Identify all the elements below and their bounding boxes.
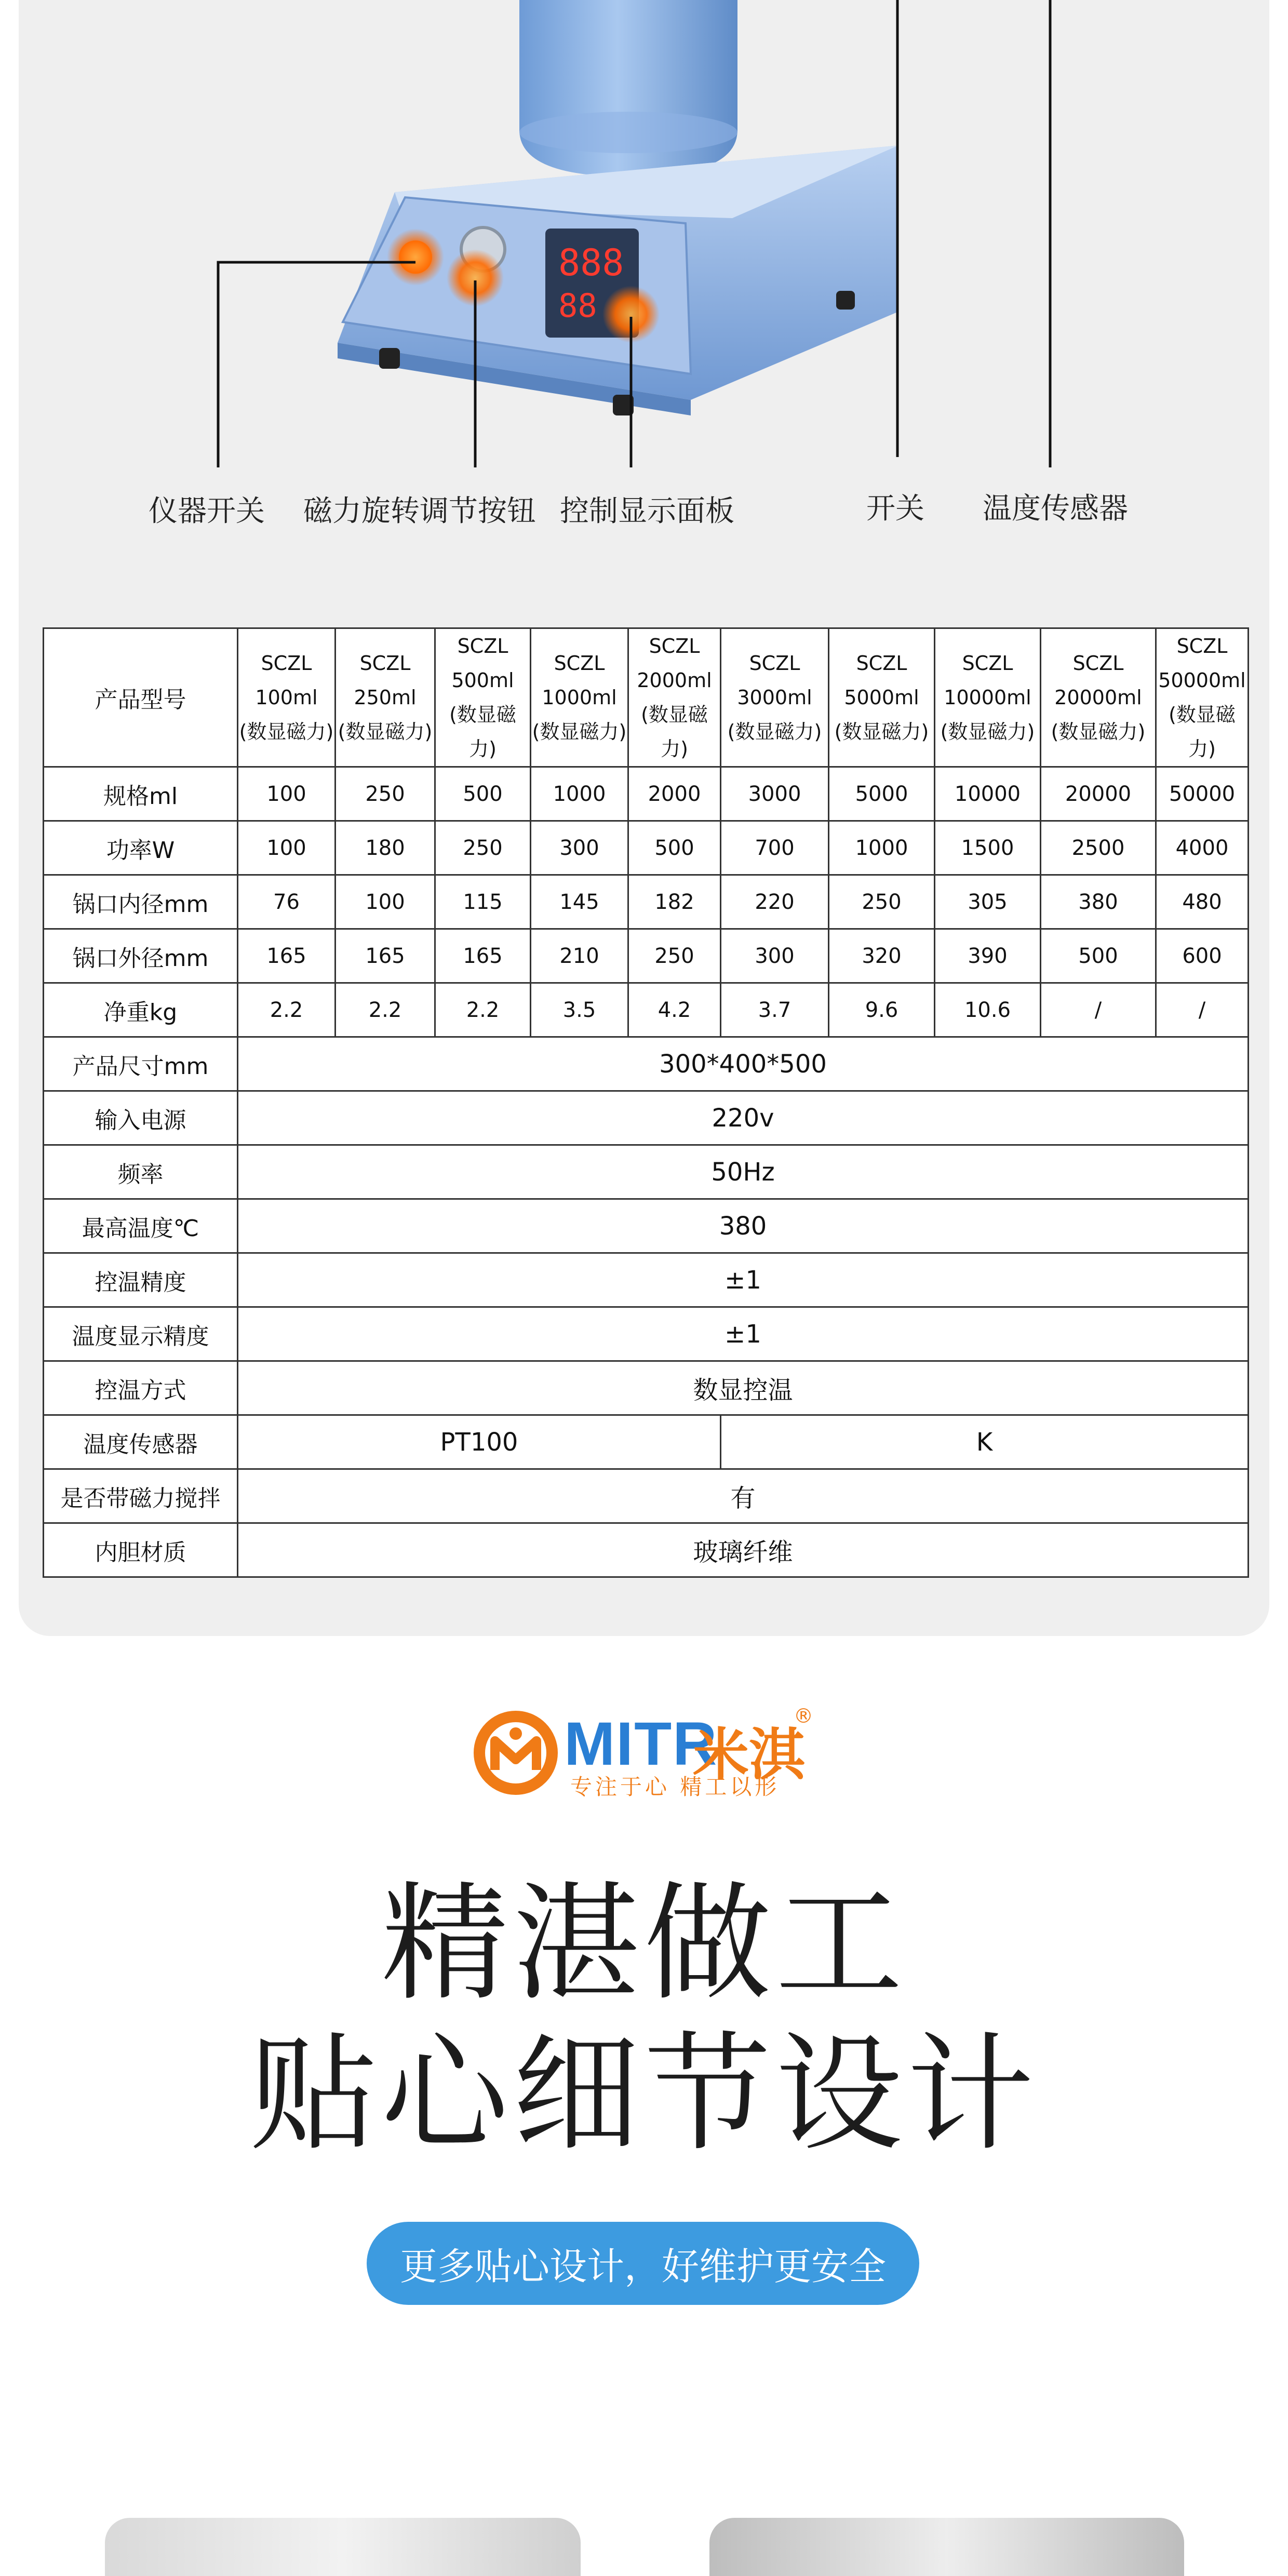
row-label: 规格ml (44, 767, 238, 821)
table-cell: 380 (1041, 875, 1156, 929)
callout-power-switch: 仪器开关 (149, 494, 265, 528)
row-label: 产品尺寸mm (44, 1037, 238, 1091)
model-line: SCZL (261, 652, 312, 675)
table-cell: 10000 (935, 767, 1041, 821)
table-cell: 2.2 (435, 983, 531, 1037)
table-cell: 300 (721, 929, 829, 983)
table-cell: 305 (935, 875, 1041, 929)
svg-text:888: 888 (558, 242, 624, 284)
table-cell: 3.5 (531, 983, 628, 1037)
table-cell: 10.6 (935, 983, 1041, 1037)
detail-photo-metal (709, 2518, 1184, 2576)
row-label: 产品型号 (44, 628, 238, 767)
table-cell: 2500 (1041, 821, 1156, 875)
table-cell: 76 (238, 875, 336, 929)
table-cell: 2.2 (336, 983, 435, 1037)
table-row (44, 1307, 1249, 1361)
brand-name-cn: 米淇 (693, 1723, 806, 1788)
merged-cell: 50Hz (238, 1145, 1249, 1199)
row-label: 锅口外径mm (44, 929, 238, 983)
table-cell: 3.7 (721, 983, 829, 1037)
model-cell (1041, 628, 1156, 767)
row-label: 温度传感器 (44, 1415, 238, 1469)
table-cell: 100 (336, 875, 435, 929)
merged-cell: 有 (238, 1469, 1249, 1523)
table-row (44, 1037, 1249, 1091)
merged-cell: 300*400*500 (238, 1037, 1249, 1091)
table-row (44, 929, 1249, 983)
model-line: (数显磁力) (940, 720, 1035, 743)
model-line: (数显磁力) (641, 703, 708, 760)
table-cell: 600 (1156, 929, 1249, 983)
model-line: 500ml (451, 669, 514, 692)
model-cell (721, 628, 829, 767)
table-cell: 1000 (829, 821, 935, 875)
model-cell (628, 628, 721, 767)
table-cell: 250 (628, 929, 721, 983)
model-line: (数显磁力) (239, 720, 334, 743)
row-label: 内胆材质 (44, 1523, 238, 1577)
model-line: (数显磁力) (834, 720, 929, 743)
table-cell: 9.6 (829, 983, 935, 1037)
table-cell: 300 (531, 821, 628, 875)
table-cell: 1000 (531, 767, 628, 821)
table-cell: 100 (238, 821, 336, 875)
table-cell: 390 (935, 929, 1041, 983)
table-cell: 145 (531, 875, 628, 929)
row-label: 净重kg (44, 983, 238, 1037)
table-cell: / (1041, 983, 1156, 1037)
table-cell: 165 (435, 929, 531, 983)
table-row (44, 875, 1249, 929)
row-label: 控温方式 (44, 1361, 238, 1415)
model-cell (935, 628, 1041, 767)
model-line: SCZL (359, 652, 411, 675)
model-line: SCZL (457, 635, 508, 658)
model-line: (数显磁力) (1051, 720, 1146, 743)
row-label: 功率W (44, 821, 238, 875)
model-cell (238, 628, 336, 767)
model-cell (435, 628, 531, 767)
model-line: SCZL (1072, 652, 1124, 675)
logo-mark-icon (472, 1709, 560, 1797)
table-cell: 320 (829, 929, 935, 983)
table-row (44, 983, 1249, 1037)
model-line: 5000ml (844, 686, 919, 709)
detail-photo-glassfiber (105, 2518, 581, 2576)
model-line: SCZL (1176, 635, 1228, 658)
table-row (44, 821, 1249, 875)
model-line: 20000ml (1054, 686, 1142, 709)
table-cell: 182 (628, 875, 721, 929)
table-cell: 2000 (628, 767, 721, 821)
row-label: 是否带磁力搅拌 (44, 1469, 238, 1523)
merged-cell: 380 (238, 1199, 1249, 1253)
model-line: 100ml (255, 686, 318, 709)
model-cell (1156, 628, 1249, 767)
table-cell: 700 (721, 821, 829, 875)
table-cell: 180 (336, 821, 435, 875)
table-cell: 500 (628, 821, 721, 875)
row-label: 控温精度 (44, 1253, 238, 1307)
table-cell: 5000 (829, 767, 935, 821)
model-cell (829, 628, 935, 767)
merged-cell: ±1 (238, 1307, 1249, 1361)
model-line: (数显磁力) (532, 720, 627, 743)
table-cell: 250 (435, 821, 531, 875)
registered-mark: ® (794, 1705, 813, 1727)
brand-tagline: 专注于心 精工以形 (570, 1774, 780, 1800)
spec-table (43, 627, 1249, 1578)
headline-line-2: 贴心细节设计 (250, 2020, 1038, 2168)
model-line: SCZL (856, 652, 907, 675)
table-cell: 2.2 (238, 983, 336, 1037)
merged-cell: 玻璃纤维 (238, 1523, 1249, 1577)
table-cell: 250 (336, 767, 435, 821)
table-cell: 20000 (1041, 767, 1156, 821)
table-cell: 165 (336, 929, 435, 983)
table-row (44, 628, 1249, 767)
model-line: 50000ml (1158, 669, 1246, 692)
callout-switch: 开关 (866, 492, 924, 526)
model-line: SCZL (749, 652, 800, 675)
callout-magnetic-knob: 磁力旋转调节按钮 (303, 494, 536, 528)
table-cell: 115 (435, 875, 531, 929)
sensor-cell-b: K (721, 1415, 1249, 1469)
table-cell: 50000 (1156, 767, 1249, 821)
table-row (44, 1091, 1249, 1145)
table-row (44, 1415, 1249, 1469)
table-row (44, 767, 1249, 821)
brand-logo (472, 1705, 825, 1800)
model-line: (数显磁力) (727, 720, 822, 743)
table-cell: / (1156, 983, 1249, 1037)
model-line: SCZL (554, 652, 605, 675)
sensor-cell-a: PT100 (238, 1415, 721, 1469)
model-cell (336, 628, 435, 767)
merged-cell: 220v (238, 1091, 1249, 1145)
table-cell: 100 (238, 767, 336, 821)
table-row (44, 1145, 1249, 1199)
model-line: 2000ml (637, 669, 712, 692)
table-cell: 250 (829, 875, 935, 929)
table-cell: 165 (238, 929, 336, 983)
table-cell: 4.2 (628, 983, 721, 1037)
row-label: 最高温度℃ (44, 1199, 238, 1253)
table-cell: 4000 (1156, 821, 1249, 875)
model-line: 1000ml (542, 686, 617, 709)
model-line: 250ml (354, 686, 417, 709)
svg-text:88: 88 (558, 287, 597, 325)
table-cell: 3000 (721, 767, 829, 821)
model-line: 3000ml (737, 686, 812, 709)
row-label: 温度显示精度 (44, 1307, 238, 1361)
brand-name-en: MITR (564, 1710, 718, 1778)
table-row (44, 1199, 1249, 1253)
model-line: 10000ml (944, 686, 1031, 709)
row-label: 频率 (44, 1145, 238, 1199)
merged-cell: 数显控温 (238, 1361, 1249, 1415)
model-line: (数显磁力) (338, 720, 433, 743)
table-cell: 480 (1156, 875, 1249, 929)
table-row (44, 1361, 1249, 1415)
callout-control-panel: 控制显示面板 (560, 494, 734, 528)
table-cell: 220 (721, 875, 829, 929)
table-row (44, 1469, 1249, 1523)
table-row (44, 1253, 1249, 1307)
model-cell (531, 628, 628, 767)
merged-cell: ±1 (238, 1253, 1249, 1307)
row-label: 锅口内径mm (44, 875, 238, 929)
model-line: (数显磁力) (449, 703, 516, 760)
table-cell: 210 (531, 929, 628, 983)
table-row (44, 1523, 1249, 1577)
callout-temp-sensor: 温度传感器 (983, 492, 1128, 526)
row-label: 输入电源 (44, 1091, 238, 1145)
cta-pill: 更多贴心设计，好维护更安全 (367, 2222, 919, 2305)
model-line: (数显磁力) (1169, 703, 1236, 760)
model-line: SCZL (649, 635, 700, 658)
table-cell: 1500 (935, 821, 1041, 875)
table-cell: 500 (1041, 929, 1156, 983)
model-line: SCZL (962, 652, 1013, 675)
headline-line-1: 精湛做工 (381, 1870, 907, 2018)
table-cell: 500 (435, 767, 531, 821)
